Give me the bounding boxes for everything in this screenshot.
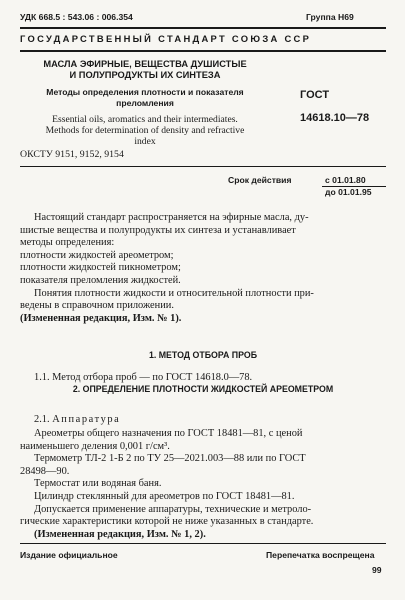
section-2-1-title	[34, 414, 120, 425]
section-2-1-number: 2.1.	[34, 414, 50, 425]
official-edition: Издание официальное	[20, 550, 118, 560]
intro-line: показателя преломления жидкостей.	[20, 274, 181, 286]
validity-label: Срок действия	[228, 175, 292, 185]
title-block-rule	[20, 166, 386, 167]
intro-line: Настоящий стандарт распространяется на эфирные масла, ду-	[34, 212, 309, 223]
intro-line: Понятия плотности жидкости и относительной плотности при-	[34, 287, 314, 299]
title-ru-line-2: И ПОЛУПРОДУКТЫ ИХ СИНТЕЗА	[69, 70, 221, 80]
gost-number: 14618.10—78	[300, 112, 370, 124]
equipment-line: Ареометры общего назначения по ГОСТ 18481—81, с ценой	[34, 428, 303, 439]
state-standard-line: ГОСУДАРСТВЕННЫЙ СТАНДАРТ СОЮЗА ССР	[20, 33, 312, 44]
title-en-line-1: Essential oils, aromatics and their intermediates.	[52, 114, 238, 125]
equipment-line: Термометр ТЛ-2 1-Б 2 по ТУ 25—2021.003—88 или по ГОСТ	[34, 453, 306, 465]
intro-line: плотности жидкостей ареометром;	[20, 249, 174, 261]
intro-line: плотности жидкостей пикнометром;	[20, 262, 181, 274]
okstu-codes: ОКСТУ 9151, 9152, 9154	[20, 149, 124, 160]
section-2-amendment: (Измененная редакция, Изм. № 1, 2).	[34, 528, 206, 540]
intro-line: шистые вещества и полупродукты их синтеза и устанавливает	[20, 224, 296, 236]
section-2-1-name: Аппаратура	[52, 414, 121, 425]
title-en	[20, 114, 270, 147]
equipment-line: наименьшего деления 0,001 г/см³.	[20, 440, 170, 452]
title-ru	[20, 59, 270, 81]
header-bottom-rule	[20, 50, 386, 52]
section-1-heading: 1. МЕТОД ОТБОРА ПРОБ	[148, 350, 258, 360]
section-2-heading: 2. ОПРЕДЕЛЕНИЕ ПЛОТНОСТИ ЖИДКОСТЕЙ АРЕОМЕТРОМ	[72, 384, 334, 394]
equipment-list	[20, 428, 390, 541]
footer-rule	[20, 543, 386, 544]
title-ru-line-1: МАСЛА ЭФИРНЫЕ, ВЕЩЕСТВА ДУШИСТЫЕ	[43, 59, 247, 69]
equipment-line: гические характеристики которой не ниже указанных в стандарте.	[20, 516, 314, 528]
section-1-text: 1.1. Метод отбора проб — по ГОСТ 14618.0—78.	[34, 372, 253, 383]
group-code: Группа Н69	[306, 12, 354, 22]
intro-amendment: (Измененная редакция, Изм. № 1).	[20, 312, 182, 324]
header-top-rule	[20, 27, 386, 29]
equipment-line: 28498—90.	[20, 465, 70, 477]
equipment-line: Цилиндр стеклянный для ареометров по ГОСТ 18481—81.	[34, 490, 295, 502]
intro-paragraph	[20, 212, 390, 325]
title-en-line-3: index	[134, 136, 156, 147]
subtitle-ru-line-2: преломления	[116, 97, 174, 108]
page-number: 99	[372, 565, 382, 575]
intro-line: методы определения:	[20, 237, 115, 249]
equipment-line: Допускается применение аппаратуры, технические и метроло-	[34, 503, 312, 515]
title-en-line-2: Methods for determination of density and refractive	[45, 125, 245, 136]
subtitle-ru-line-1: Методы определения плотности и показателя	[46, 87, 244, 97]
udk-code: УДК 668.5 : 543.06 : 006.354	[20, 12, 133, 22]
validity-from: с 01.01.80	[325, 175, 366, 185]
gost-label: ГОСТ	[300, 89, 330, 101]
equipment-line: Термостат или водяная баня.	[34, 478, 162, 490]
intro-line: ведены в справочном приложении.	[20, 300, 174, 312]
validity-to: до 01.01.95	[325, 187, 372, 197]
subtitle-ru	[20, 87, 270, 108]
reprint-prohibited: Перепечатка воспрещена	[266, 550, 375, 560]
